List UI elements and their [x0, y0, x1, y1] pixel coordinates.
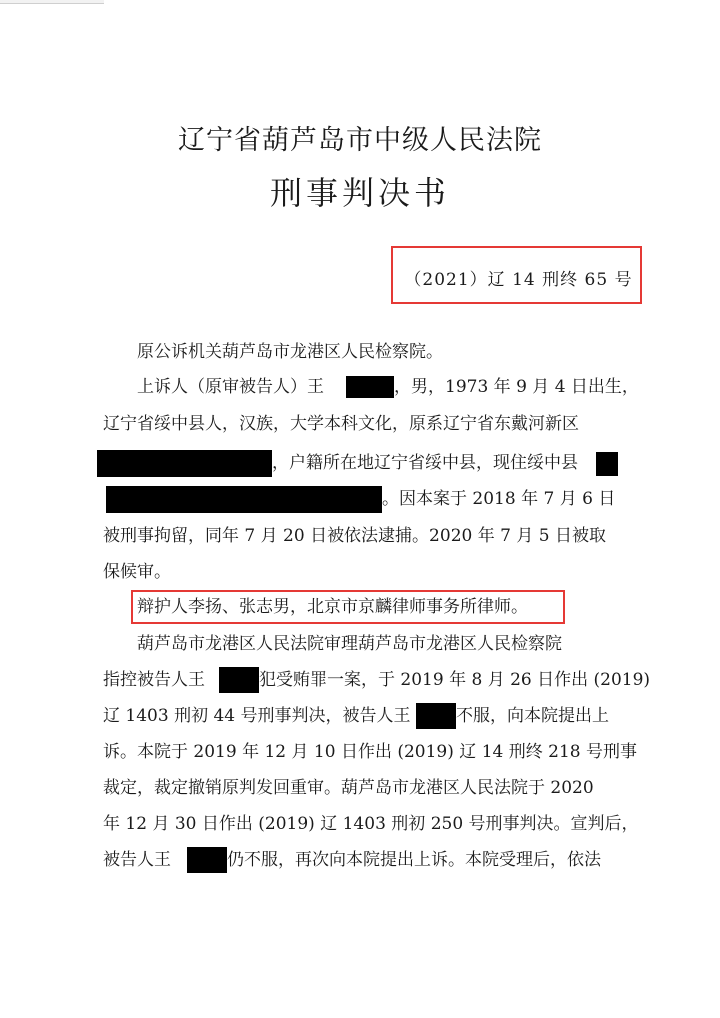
- proceedings-line-1: 葫芦岛市龙港区人民法院审理葫芦岛市龙港区人民检察院: [137, 634, 562, 654]
- redaction-block: [187, 847, 227, 873]
- proceedings-line-7a: 被告人王: [103, 850, 171, 870]
- proceedings-line-4: 诉。本院于 2019 年 12 月 10 日作出 (2019) 辽 14 刑终 218 号刑事: [103, 742, 637, 762]
- appellant-line-6: 保候审。: [103, 562, 171, 582]
- appellant-line-2: 辽宁省绥中县人，汉族，大学本科文化，原系辽宁省东戴河新区: [103, 414, 579, 434]
- scan-edge-artifact: [0, 0, 104, 4]
- prosecution-line: 原公诉机关葫芦岛市龙港区人民检察院。: [137, 342, 443, 362]
- appellant-line-3: ，户籍所在地辽宁省绥中县，现住绥中县: [272, 453, 578, 473]
- proceedings-line-3b: 不服，向本院提出上: [456, 706, 609, 726]
- appellant-line-4: 。因本案于 2018 年 7 月 6 日: [382, 489, 616, 509]
- case-number-highlight-box: [391, 246, 642, 304]
- proceedings-line-2b: 犯受贿罪一案，于 2019 年 8 月 26 日作出 (2019): [259, 670, 651, 690]
- court-name: 辽宁省葫芦岛市中级人民法院: [178, 125, 542, 156]
- redaction-block: [106, 486, 382, 513]
- proceedings-line-3a: 辽 1403 刑初 44 号刑事判决，被告人王: [103, 706, 411, 726]
- case-number: （2021）辽 14 刑终 65 号: [404, 270, 633, 290]
- appellant-line-5: 被刑事拘留，同年 7 月 20 日被依法逮捕。2020 年 7 月 5 日被取: [103, 526, 606, 546]
- redaction-block: [97, 450, 272, 477]
- proceedings-line-2a: 指控被告人王: [103, 670, 205, 690]
- defender-line: 辩护人李扬、张志男，北京市京麟律师事务所律师。: [137, 597, 528, 617]
- proceedings-line-5: 裁定，裁定撤销原判发回重审。葫芦岛市龙港区人民法院于 2020: [103, 778, 594, 798]
- redaction-block: [416, 703, 456, 729]
- document-type: 刑事判决书: [269, 174, 450, 212]
- proceedings-line-7b: 仍不服，再次向本院提出上诉。本院受理后，依法: [227, 850, 601, 870]
- redaction-block: [219, 667, 259, 693]
- appellant-line-b: ，男，1973 年 9 月 4 日出生，: [394, 377, 639, 397]
- proceedings-line-6: 年 12 月 30 日作出 (2019) 辽 1403 刑初 250 号刑事判决。宣判后，: [103, 814, 639, 834]
- redaction-block: [346, 376, 394, 398]
- redaction-block: [596, 452, 618, 476]
- appellant-line-a: 上诉人（原审被告人）王: [137, 377, 324, 397]
